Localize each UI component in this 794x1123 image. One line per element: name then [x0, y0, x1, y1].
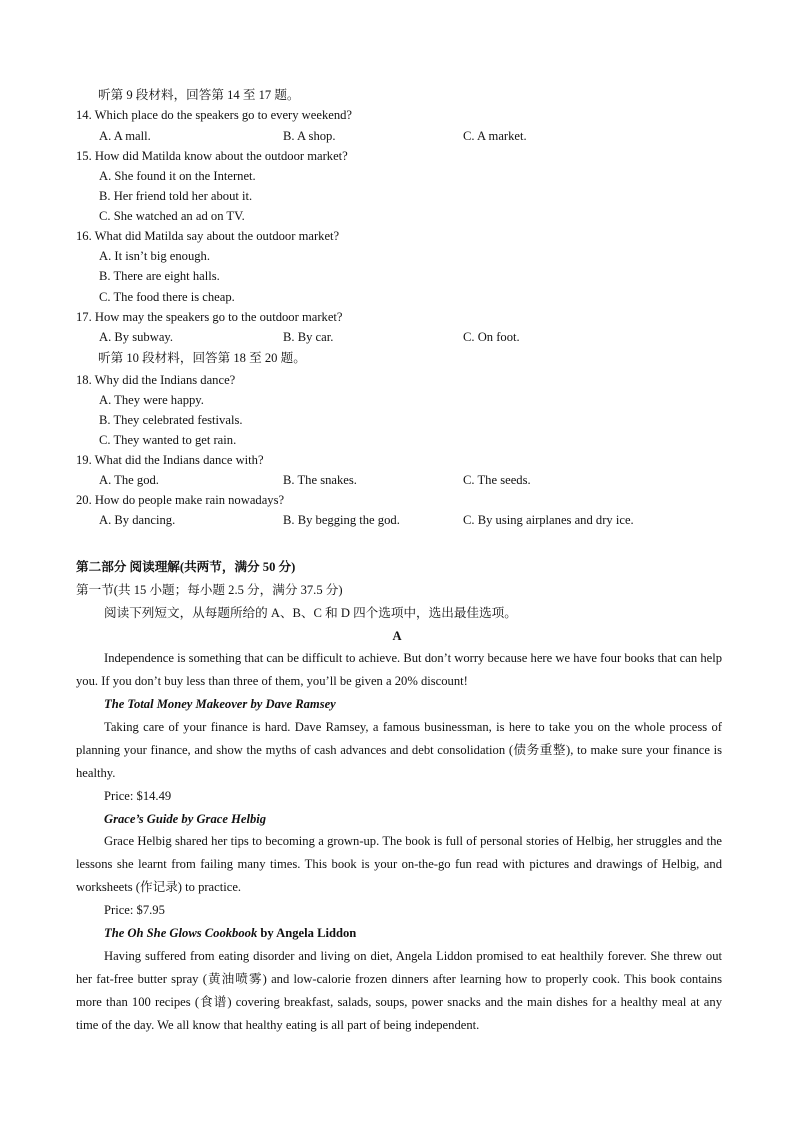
q17-option-c: C. On foot. — [463, 330, 520, 344]
q15-option-b: B. Her friend told her about it. — [99, 189, 253, 203]
q17-option-a: A. By subway. — [99, 330, 174, 344]
question-18: 18. Why did the Indians dance? — [76, 373, 236, 387]
q16-option-a: A. It isn’t big enough. — [99, 249, 211, 263]
q16-option-c: C. The food there is cheap. — [99, 290, 235, 304]
q15-option-c: C. She watched an ad on TV. — [99, 209, 245, 223]
q17-option-b: B. By car. — [283, 330, 334, 344]
book-title-author: by Angela Liddon — [257, 926, 357, 940]
book-description-text: Grace Helbig shared her tips to becoming a grown-up. The book is full of personal stories of Helbig, her struggles and the lessons she learnt from failing many times. This book is your on-the-go fun read with pictures and drawings of Helbig, and worksheets (作记录) to practice. — [76, 834, 722, 894]
question-14: 14. Which place do the speakers go to every weekend? — [76, 108, 353, 122]
q15-option-a: A. She found it on the Internet. — [99, 169, 256, 183]
book-description — [76, 830, 722, 899]
book-title: Grace’s Guide by Grace Helbig — [104, 812, 267, 826]
q16-option-b: B. There are eight halls. — [99, 269, 220, 283]
reading-instruction: 阅读下列短文，从每题所给的 A、B、C 和 D 四个选项中，选出最佳选项。 — [104, 606, 517, 620]
book-title-italic: The Oh She Glows Cookbook — [104, 926, 258, 940]
section-intro-9: 听第 9 段材料，回答第 14 至 17 题。 — [98, 88, 300, 102]
question-20: 20. How do people make rain nowadays? — [76, 493, 285, 507]
section-intro-10: 听第 10 段材料，回答第 18 至 20 题。 — [98, 351, 306, 365]
book-title: The Total Money Makeover by Dave Ramsey — [104, 697, 336, 711]
q18-option-a: A. They were happy. — [99, 393, 204, 407]
q20-option-c: C. By using airplanes and dry ice. — [463, 513, 634, 527]
book-description — [76, 716, 722, 785]
passage-intro — [76, 647, 722, 693]
q20-option-b: B. By begging the god. — [283, 513, 400, 527]
question-19: 19. What did the Indians dance with? — [76, 453, 264, 467]
q18-option-b: B. They celebrated festivals. — [99, 413, 243, 427]
question-16: 16. What did Matilda say about the outdoor market? — [76, 229, 340, 243]
part-two-title: 第二部分 阅读理解(共两节，满分 50 分) — [76, 560, 296, 574]
passage-label: A — [392, 629, 402, 643]
q14-option-a: A. A mall. — [99, 129, 151, 143]
book-title — [104, 925, 356, 941]
q14-option-b: B. A shop. — [283, 129, 336, 143]
question-17: 17. How may the speakers go to the outdoor market? — [76, 310, 343, 324]
book-description-text: Having suffered from eating disorder and living on diet, Angela Liddon promised to eat healthily forever. She threw out her fat-free butter spray (黄油喷雾) and low-calorie frozen dinners after learning how to properly cook. This book contains more than 100 recipes (食谱) covering breakfast, salads, soups, power snacks and the main dishes for a healthy meal at any time of the day. We all know that healthy eating is all part of being independent. — [76, 949, 722, 1032]
q20-option-a: A. By dancing. — [99, 513, 176, 527]
book-price: Price: $14.49 — [104, 789, 172, 803]
section-one-title: 第一节(共 15 小题；每小题 2.5 分，满分 37.5 分) — [76, 583, 343, 597]
book-price: Price: $7.95 — [104, 903, 165, 917]
q14-option-c: C. A market. — [463, 129, 527, 143]
book-description-text: Taking care of your finance is hard. Dave Ramsey, a famous businessman, is here to take you on the whole process of planning your finance, and show the myths of cash advances and debt consolidation (债务重整), to make sure your finance is healthy. — [76, 720, 722, 780]
q19-option-c: C. The seeds. — [463, 473, 531, 487]
q19-option-a: A. The god. — [99, 473, 159, 487]
question-15: 15. How did Matilda know about the outdoor market? — [76, 149, 348, 163]
q18-option-c: C. They wanted to get rain. — [99, 433, 237, 447]
passage-intro-text: Independence is something that can be difficult to achieve. But don’t worry because here we have four books that can help you. If you don’t buy less than three of them, you’ll be given a 20% discount! — [76, 651, 722, 688]
q19-option-b: B. The snakes. — [283, 473, 357, 487]
book-description — [76, 945, 722, 1037]
